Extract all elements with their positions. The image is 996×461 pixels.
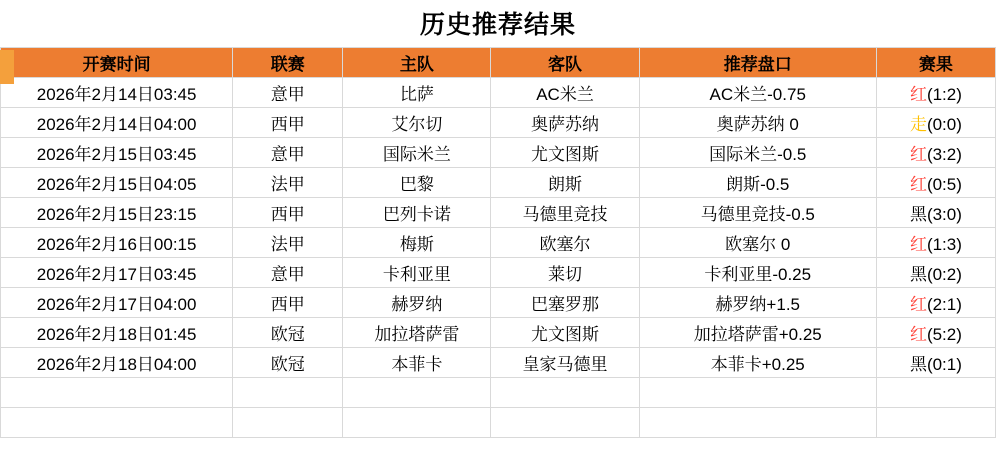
cell-time: 2026年2月18日04:00	[1, 348, 233, 378]
table-row[interactable]	[1, 108, 996, 138]
cell-away-team: 朗斯	[491, 168, 639, 198]
result-score: (5:2)	[926, 325, 962, 344]
table-body	[1, 78, 996, 438]
cell-away-team: 奥萨苏纳	[491, 108, 639, 138]
cell-league: 意甲	[233, 78, 343, 108]
cell-pick: AC米兰-0.75	[639, 78, 876, 108]
cell-league: 意甲	[233, 258, 343, 288]
cell-result	[876, 318, 995, 348]
result-score: (1:2)	[926, 85, 962, 104]
cell-league: 意甲	[233, 138, 343, 168]
cell-pick: 奥萨苏纳 0	[639, 108, 876, 138]
cell-time: 2026年2月18日01:45	[1, 318, 233, 348]
result-score: (0:2)	[926, 265, 962, 284]
table-row[interactable]	[1, 228, 996, 258]
cell-pick: 本菲卡+0.25	[639, 348, 876, 378]
cell-result	[876, 198, 995, 228]
cell-away-team: 欧塞尔	[491, 228, 639, 258]
table-row[interactable]	[1, 138, 996, 168]
result-score: (0:5)	[926, 175, 962, 194]
table-row[interactable]	[1, 348, 996, 378]
accent-strip	[0, 50, 14, 84]
cell-result	[876, 108, 995, 138]
cell-pick: 卡利亚里-0.25	[639, 258, 876, 288]
history-results-table	[0, 47, 996, 438]
result-label: 红	[909, 175, 927, 194]
cell-home-team: 艾尔切	[343, 108, 491, 138]
cell-away-team: AC米兰	[491, 78, 639, 108]
cell-home-team: 卡利亚里	[343, 258, 491, 288]
cell-home-team: 加拉塔萨雷	[343, 318, 491, 348]
cell-empty	[233, 378, 343, 408]
cell-pick: 欧塞尔 0	[639, 228, 876, 258]
cell-home-team: 巴列卡诺	[343, 198, 491, 228]
table-header-row	[1, 48, 996, 78]
column-header-result[interactable]: 赛果	[876, 48, 995, 78]
cell-pick: 马德里竞技-0.5	[639, 198, 876, 228]
result-label: 红	[909, 295, 927, 314]
cell-empty	[1, 378, 233, 408]
cell-empty	[233, 408, 343, 438]
cell-pick: 赫罗纳+1.5	[639, 288, 876, 318]
result-score: (3:0)	[926, 205, 962, 224]
result-score: (0:0)	[926, 115, 962, 134]
cell-empty	[876, 408, 995, 438]
cell-league: 欧冠	[233, 318, 343, 348]
cell-time: 2026年2月17日03:45	[1, 258, 233, 288]
result-label: 黑	[909, 205, 927, 224]
cell-away-team: 巴塞罗那	[491, 288, 639, 318]
cell-home-team: 国际米兰	[343, 138, 491, 168]
cell-pick: 加拉塔萨雷+0.25	[639, 318, 876, 348]
cell-pick: 国际米兰-0.5	[639, 138, 876, 168]
cell-result	[876, 258, 995, 288]
result-score: (0:1)	[926, 355, 962, 374]
result-label: 红	[909, 235, 927, 254]
cell-time: 2026年2月16日00:15	[1, 228, 233, 258]
result-label: 红	[909, 325, 927, 344]
empty-row[interactable]	[1, 378, 996, 408]
cell-time: 2026年2月15日04:05	[1, 168, 233, 198]
cell-empty	[343, 378, 491, 408]
result-label: 黑	[909, 265, 927, 284]
table-row[interactable]	[1, 258, 996, 288]
cell-away-team: 皇家马德里	[491, 348, 639, 378]
cell-home-team: 巴黎	[343, 168, 491, 198]
cell-result	[876, 288, 995, 318]
cell-away-team: 马德里竞技	[491, 198, 639, 228]
cell-away-team: 尤文图斯	[491, 138, 639, 168]
result-score: (3:2)	[926, 145, 962, 164]
cell-league: 西甲	[233, 198, 343, 228]
result-label: 红	[909, 85, 927, 104]
table-header	[1, 48, 996, 78]
cell-time: 2026年2月17日04:00	[1, 288, 233, 318]
cell-home-team: 比萨	[343, 78, 491, 108]
cell-away-team: 莱切	[491, 258, 639, 288]
cell-empty	[639, 378, 876, 408]
cell-empty	[639, 408, 876, 438]
table-row[interactable]	[1, 78, 996, 108]
column-header-time[interactable]: 开赛时间	[1, 48, 233, 78]
cell-result	[876, 78, 995, 108]
cell-league: 西甲	[233, 108, 343, 138]
cell-empty	[491, 408, 639, 438]
result-score: (1:3)	[926, 235, 962, 254]
cell-result	[876, 168, 995, 198]
table-row[interactable]	[1, 168, 996, 198]
cell-league: 西甲	[233, 288, 343, 318]
cell-result	[876, 138, 995, 168]
cell-time: 2026年2月14日03:45	[1, 78, 233, 108]
table-row[interactable]	[1, 318, 996, 348]
cell-time: 2026年2月15日23:15	[1, 198, 233, 228]
column-header-away-team[interactable]: 客队	[491, 48, 639, 78]
empty-row[interactable]	[1, 408, 996, 438]
cell-home-team: 梅斯	[343, 228, 491, 258]
cell-empty	[491, 378, 639, 408]
table-row[interactable]	[1, 198, 996, 228]
result-label: 走	[909, 115, 927, 134]
cell-time: 2026年2月15日03:45	[1, 138, 233, 168]
cell-league: 欧冠	[233, 348, 343, 378]
cell-result	[876, 348, 995, 378]
result-label: 红	[909, 145, 927, 164]
column-header-home-team[interactable]: 主队	[343, 48, 491, 78]
column-header-league[interactable]: 联赛	[233, 48, 343, 78]
cell-empty	[1, 408, 233, 438]
column-header-pick[interactable]: 推荐盘口	[639, 48, 876, 78]
cell-empty	[876, 378, 995, 408]
cell-home-team: 赫罗纳	[343, 288, 491, 318]
cell-time: 2026年2月14日04:00	[1, 108, 233, 138]
cell-result	[876, 228, 995, 258]
cell-home-team: 本菲卡	[343, 348, 491, 378]
cell-pick: 朗斯-0.5	[639, 168, 876, 198]
result-label: 黑	[909, 355, 927, 374]
cell-league: 法甲	[233, 228, 343, 258]
cell-away-team: 尤文图斯	[491, 318, 639, 348]
page-title: 历史推荐结果	[419, 11, 576, 39]
cell-league: 法甲	[233, 168, 343, 198]
result-score: (2:1)	[926, 295, 962, 314]
table-row[interactable]	[1, 288, 996, 318]
cell-empty	[343, 408, 491, 438]
